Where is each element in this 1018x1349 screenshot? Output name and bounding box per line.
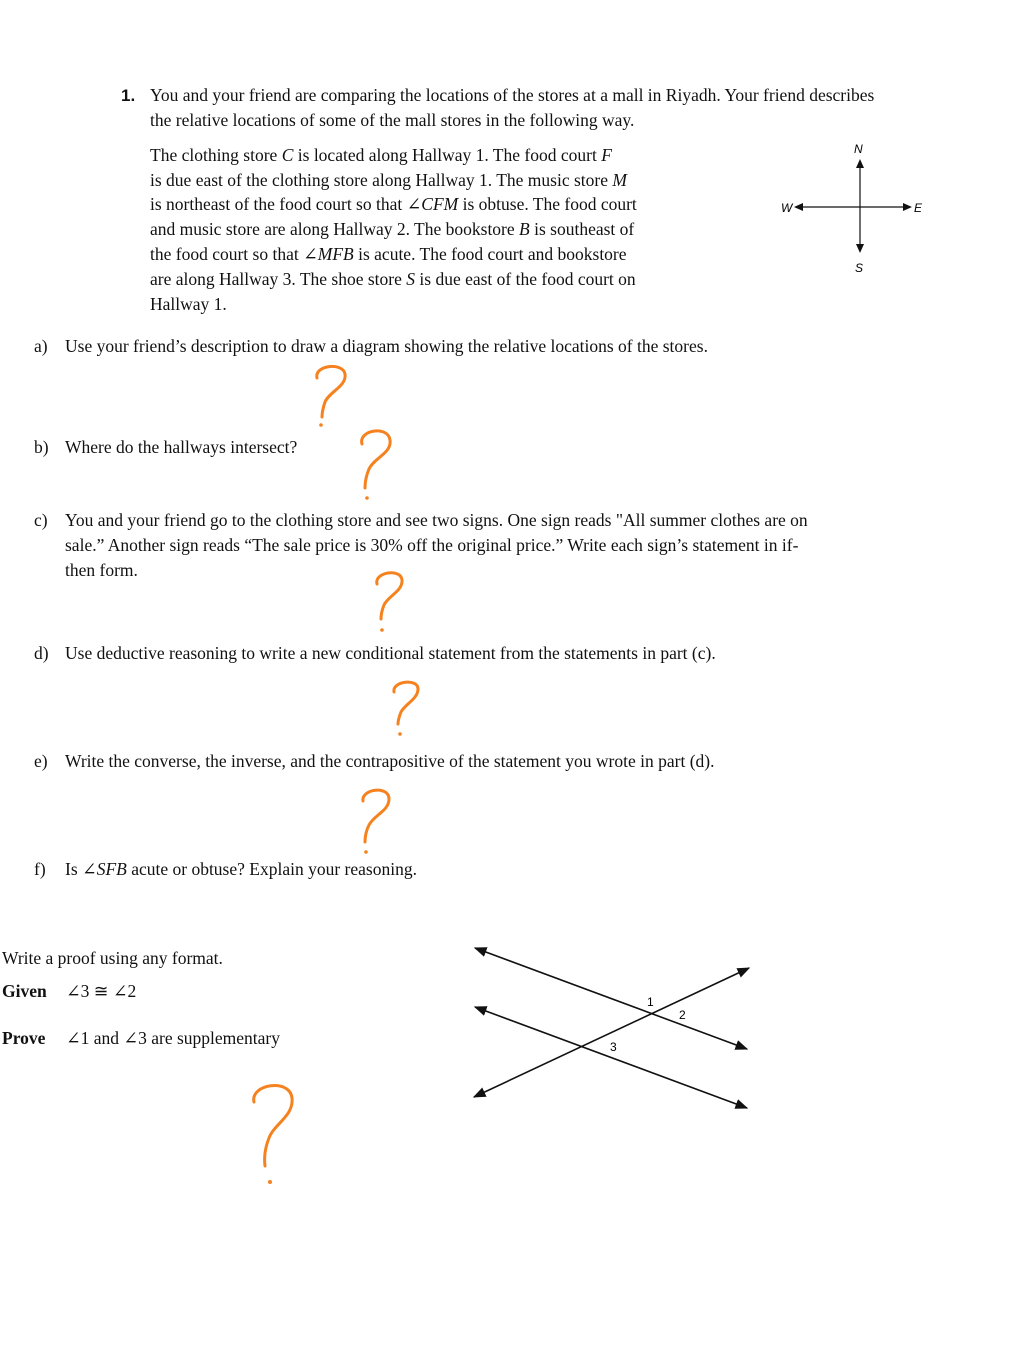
angle-label-1: 1 (647, 995, 654, 1009)
part-e-label: e) (34, 751, 48, 771)
problem-number: 1. (121, 86, 136, 105)
compass-w: W (781, 201, 793, 215)
desc-line-1: The clothing store C is located along Hallway 1. The food court F (150, 145, 612, 165)
compass-n: N (854, 142, 863, 156)
part-f-text: Is ∠SFB acute or obtuse? Explain your reasoning. (65, 859, 417, 879)
question-mark-proof (244, 1080, 304, 1188)
parallel-line-top (475, 948, 747, 1049)
part-d-label: d) (34, 643, 49, 663)
question-mark-d (385, 678, 429, 740)
compass-rose (780, 135, 923, 275)
parallel-line-bottom (475, 1007, 747, 1108)
question-mark-c (367, 568, 411, 634)
transversal-line (474, 968, 749, 1097)
given-text: ∠3 ≅ ∠2 (66, 981, 137, 1001)
part-f-label: f) (34, 859, 46, 879)
prove-label: Prove (2, 1028, 46, 1048)
desc-line-4: and music store are along Hallway 2. The bookstore B is southeast of (150, 219, 635, 239)
desc-line-6: are along Hallway 3. The shoe store S is due east of the food court on (150, 269, 636, 289)
desc-line-3: is northeast of the food court so that ∠CFM is obtuse. The food court (150, 194, 637, 214)
angle-label-3: 3 (610, 1040, 617, 1054)
part-c-line-1: You and your friend go to the clothing store and see two signs. One sign reads "All summer clothes are on (65, 510, 808, 530)
question-mark-b (350, 426, 400, 502)
part-a-text: Use your friend’s description to draw a diagram showing the relative locations of the stores. (65, 336, 708, 356)
compass-s: S (855, 261, 864, 275)
part-c-line-3: then form. (65, 560, 138, 580)
question-mark-a (305, 362, 355, 428)
question-mark-e (354, 786, 398, 858)
part-c-label: c) (34, 510, 48, 530)
part-e-text: Write the converse, the inverse, and the contrapositive of the statement you wrote in part (d). (65, 751, 715, 771)
compass-e: E (914, 201, 923, 215)
intro-line-1: You and your friend are comparing the locations of the stores at a mall in Riyadh. Your friend describes (150, 85, 875, 105)
angle-label-2: 2 (679, 1008, 686, 1022)
part-b-label: b) (34, 437, 49, 457)
given-label: Given (2, 981, 47, 1001)
part-a-label: a) (34, 336, 48, 356)
part-d-text: Use deductive reasoning to write a new conditional statement from the statements in part (c). (65, 643, 716, 663)
prove-text: ∠1 and ∠3 are supplementary (66, 1028, 280, 1048)
part-c-line-2: sale.” Another sign reads “The sale price is 30% off the original price.” Write each sign’s statement in if- (65, 535, 799, 555)
intro-line-2: the relative locations of some of the mall stores in the following way. (150, 110, 635, 130)
part-b-text: Where do the hallways intersect? (65, 437, 298, 457)
desc-line-2: is due east of the clothing store along Hallway 1. The music store M (150, 170, 627, 190)
proof-intro: Write a proof using any format. (2, 948, 223, 968)
parallel-lines-diagram (465, 940, 765, 1120)
desc-line-5: the food court so that ∠MFB is acute. The food court and bookstore (150, 244, 627, 264)
desc-line-7: Hallway 1. (150, 294, 227, 314)
